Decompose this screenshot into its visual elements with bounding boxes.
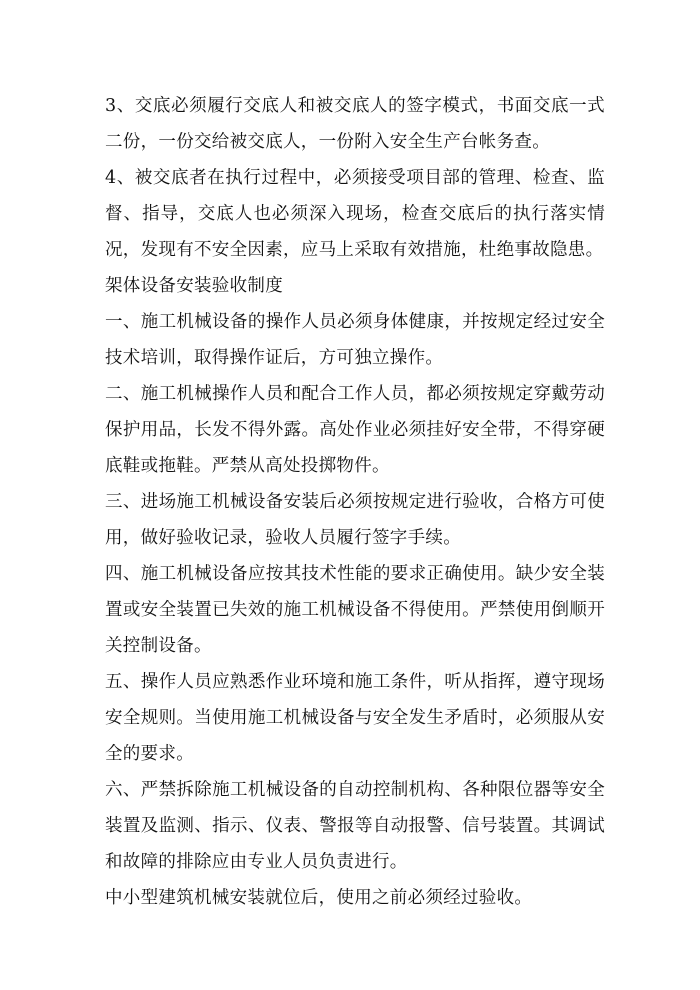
paragraph-disclosure-signature: 3、交底必须履行交底人和被交底人的签字模式，书面交底一式二份，一份交给被交底人，一份附入安全生产台帐务查。 <box>105 96 605 152</box>
paragraph-rule-1: 一、施工机械设备的操作人员必须身体健康，并按规定经过安全技术培训，取得操作证后，方可独立操作。 <box>105 312 605 368</box>
paragraph-rule-3: 三、进场施工机械设备安装后必须按规定进行验收，合格方可使用，做好验收记录，验收人员履行签字手续。 <box>105 492 605 548</box>
paragraph-closing: 中小型建筑机械安装就位后，使用之前必须经过验收。 <box>105 888 533 908</box>
section-heading: 架体设备安装验收制度 <box>105 276 283 296</box>
paragraph-rule-2: 二、施工机械操作人员和配合工作人员，都必须按规定穿戴劳动保护用品，长发不得外露。高处作业必须挂好安全带，不得穿硬底鞋或拖鞋。严禁从高处投掷物件。 <box>105 384 605 476</box>
paragraph-rule-4: 四、施工机械设备应按其技术性能的要求正确使用。缺少安全装置或安全装置已失效的施工机械设备不得使用。严禁使用倒顺开关控制设备。 <box>105 564 605 656</box>
paragraph-rule-6: 六、严禁拆除施工机械设备的自动控制机构、各种限位器等安全装置及监测、指示、仪表、警报等自动报警、信号装置。其调试和故障的排除应由专业人员负责进行。 <box>105 780 605 872</box>
paragraph-rule-5: 五、操作人员应熟悉作业环境和施工条件，听从指挥，遵守现场安全规则。当使用施工机械设备与安全发生矛盾时，必须服从安全的要求。 <box>105 672 605 764</box>
document-body <box>105 88 605 916</box>
paragraph-disclosure-execution: 4、被交底者在执行过程中，必须接受项目部的管理、检查、监督、指导，交底人也必须深入现场，检查交底后的执行落实情况，发现有不安全因素，应马上采取有效措施，杜绝事故隐患。 <box>105 168 605 260</box>
